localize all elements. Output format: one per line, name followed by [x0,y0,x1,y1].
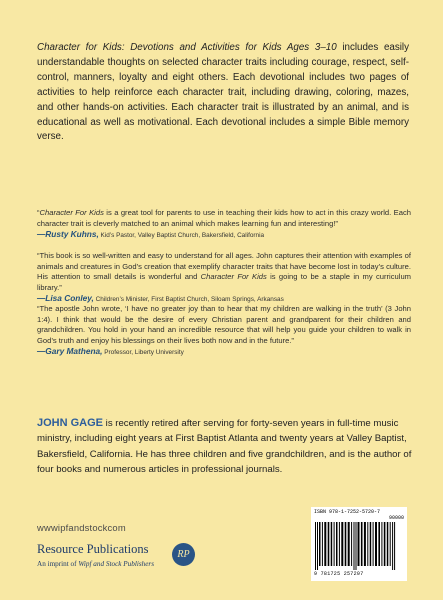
barcode-bar [348,522,350,566]
endorser-name: —Rusty Kuhns, [37,229,99,240]
author-bio-text: is recently retired after serving for forty-seven years in full-time music ministry, including eight years at First Baptist Atlanta and twenty years at Valley Baptist, Bakersfield, California. He has three children and five grandchildren, and is the author of four books and numerous articles in professional journals. [37,418,412,475]
endorsement-quote [37,208,411,242]
barcode-bar [341,522,343,566]
barcode-bar [387,522,389,566]
barcode-bar [375,522,377,566]
barcode-bar [351,522,352,566]
barcode-bar [378,522,380,566]
publisher-logo: RP [172,543,195,566]
barcode-guard-bar [317,522,318,570]
quote-text: is a great tool for parents to use in teaching their kids how to act in this crazy world. Each character trait is cleverly matched to an animal which makes learning fun and interesting!” [37,208,411,228]
endorser-role: Children’s Minister, First Baptist Church, Siloam Springs, Arkansas [93,296,284,304]
publisher-website: wwwipfandstockcom [37,522,126,533]
quote-book-title: Character For Kids [39,208,104,217]
publisher-imprint [37,560,154,568]
imprint-prefix: An imprint of [37,560,79,568]
quote-open: “ [37,208,40,217]
imprint-name: Wipf and Stock Publishers [78,560,154,568]
ean-text: 9 781725 257207 [314,571,364,577]
endorser-role: Kid’s Pastor, Valley Baptist Church, Bakersfield, California [98,232,265,240]
book-title: Character for Kids: Devotions and Activities for Kids Ages 3–10 [37,42,337,53]
barcode-guard-bar [394,522,395,570]
isbn-text: ISBN 978-1-7252-5720-7 [314,509,381,515]
barcode-bar [370,522,372,566]
barcode-bar [367,522,368,566]
barcode-bar [381,522,382,566]
barcode-guard-bar [356,522,357,570]
barcode-bar [319,522,321,566]
barcode [311,507,407,581]
barcode-bar [384,522,386,566]
barcode-bar [328,522,330,566]
endorser-name: —Lisa Conley, [37,293,94,304]
quote-book-title: Character For Kids [200,272,267,282]
barcode-bar [336,522,338,566]
barcode-bar [345,522,347,566]
barcode-bar [373,522,374,566]
barcode-bar [322,522,323,566]
barcode-bar [331,522,333,566]
barcode-bars [314,522,404,570]
endorsement-quote [37,251,411,306]
quote-text: This book is so well-written and easy to understand for all ages. John captures their attention with examples of animals and creatures in God’s creation that exemplify character traits that have become lost in today’s culture. His attention to small details is wonderful and [37,251,411,282]
endorser-name: —Gary Mathena, [37,346,103,357]
description-text: includes easily understandable thoughts on selected character traits including courage, respect, self-control, manners, loyalty and eight others. Each devotional includes two pages of activities to help reinforce each character trait, including drawing, coloring, mazes, and other hands-on activities. Each character trait is illustrated by an animal, and is educational as well as motivational. Each devotional includes a simple Bible memory verse. [37,42,409,143]
barcode-bar [324,522,326,566]
barcode-bar [361,522,363,566]
price-code: 90000 [388,515,404,521]
barcode-bar [334,522,335,566]
author-bio [37,416,413,477]
quote-open: “ [37,251,40,260]
barcode-bar [390,522,391,566]
author-name: JOHN GAGE [37,417,104,429]
barcode-guard-bar [354,522,355,570]
publisher-name: Resource Publications [37,542,149,556]
barcode-bar [364,522,366,566]
endorser-role: Professor, Liberty University [102,349,184,357]
barcode-bar [358,522,360,566]
quote-text: “The apostle John wrote, ‘I have no greater joy than to hear that my children are walking in the truth’ (3 John 1:4). I think that would be the desire of every Christian parent and grandparent for their children and grandchildren. You hold in your hand an incredible resource that will help you guide your children to walk in God’s truth and enjoy his blessings on their lives both now and in the future.” [37,304,411,345]
endorsement-quote [37,304,411,359]
barcode-guard-bar [392,522,393,570]
book-description [37,41,409,145]
barcode-guard-bar [315,522,316,570]
barcode-bar [339,522,340,566]
quote-text-end: is going to be a staple in my curriculum library.” [37,272,411,292]
